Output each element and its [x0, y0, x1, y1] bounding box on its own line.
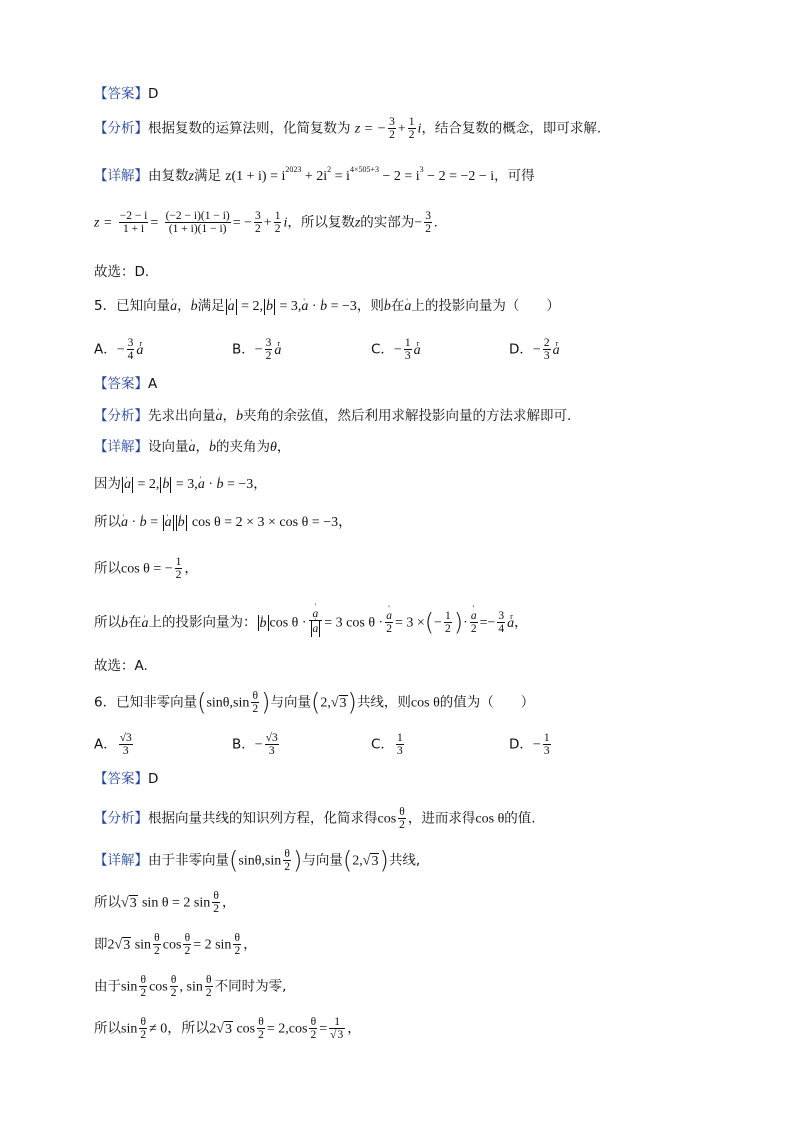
detail-text: 即	[94, 936, 108, 953]
q6-line-4: 所以sin $\frac{\theta}{2}$ ≠ 0，所以2√3 cos $\frac{\theta}{2}$ = 2,cos $\frac{\theta}{2}$ = $\frac{1}{√3}$ ，	[94, 1016, 361, 1041]
detail-text: 由于	[94, 978, 121, 995]
q6-stem: 6．已知非零向量(sinθ,sin $\frac{\theta}{2}$ )与向量(2,√3)共线，则cos θ的值为（ ）	[94, 688, 535, 717]
var-z: z	[188, 169, 194, 184]
q5-dot-line: 所以' a · ' b = ' a' b cos θ = 2 × 3 × cos θ = −3，	[94, 512, 352, 533]
fraction: $\frac{1}{2}$	[408, 116, 415, 141]
q6-answer-line	[94, 769, 158, 789]
fraction: $\frac{(-2 - i)(1 - i)}{(1 + i)(1 - i)}$	[165, 210, 230, 235]
detail-text: 所以	[94, 894, 121, 911]
analysis-tag: 【分析】	[94, 120, 148, 137]
q5-detail-line: 【详解】设向量' a，' b的夹角为θ，	[94, 437, 290, 458]
stem-text: 满足	[197, 298, 225, 314]
q5-analysis-line: 【分析】先求出向量' a，' b夹角的余弦值，然后利用求解投影向量的方法求解即可.	[94, 406, 571, 427]
fraction: $\frac{3}{2}$	[425, 210, 431, 235]
q5-option-b: B．− $\frac{3}{2}$ r a	[232, 337, 281, 362]
q5-option-d: D．− $\frac{2}{3}$ r a	[509, 337, 560, 362]
detail-text: 的实部为	[360, 214, 415, 231]
detail-text: 的夹角为	[216, 439, 270, 455]
detail-tag: 【详解】	[94, 168, 148, 184]
q5-because-line: 因为' a = 2,' b = 3,' a · ' b = −3，	[94, 474, 267, 495]
q4-conclusion: 故选：D.	[94, 264, 150, 280]
analysis-eq: z = −	[354, 121, 387, 137]
fraction: $\frac{3}{2}$	[255, 210, 261, 235]
dot-equation: cos θ = 2 × 3 × cos θ = −3，	[191, 515, 353, 530]
q5-cos-line: 所以cos θ = − $\frac{1}{2}$ ，	[94, 556, 198, 581]
stem-text: 共线，则	[356, 694, 411, 711]
analysis-text: 夹角的余弦值，然后利用求解投影向量的方法求解即可.	[243, 408, 572, 424]
q6-option-c: C． $\frac{1}{3}$	[371, 732, 403, 757]
detail-text: 在	[128, 614, 142, 631]
answer-tag: 【答案】	[94, 86, 148, 102]
analysis-text: 根据向量共线的知识列方程，化简求得	[148, 810, 378, 827]
q6-option-d: D．− $\frac{1}{3}$	[509, 732, 550, 757]
q4-answer-line	[94, 84, 158, 104]
stem-text: 在	[390, 298, 405, 314]
question-number: 5．已知向量	[94, 298, 171, 314]
answer-tag: 【答案】	[94, 771, 148, 787]
detail-text: 由复数	[148, 168, 189, 184]
theta: θ	[270, 440, 277, 455]
detail-text: 不同时为零,	[214, 978, 287, 995]
answer-value: A	[148, 376, 158, 392]
detail-text: ，所以复数	[287, 214, 355, 231]
detail-text: 所以	[94, 560, 121, 577]
detail-text: 所以	[94, 614, 121, 631]
analysis-tag: 【分析】	[94, 408, 148, 424]
stem-text: 的值为（ ）	[439, 694, 535, 711]
detail-text: 设向量	[148, 439, 189, 455]
detail-text: 共线,	[388, 852, 421, 869]
detail-text: 所以	[94, 514, 121, 530]
q5-answer-line	[94, 374, 157, 394]
analysis-text: 的值.	[504, 810, 536, 827]
q6-analysis-line: 【分析】根据向量共线的知识列方程，化简求得cos $\frac{\theta}{2}$ ，进而求得cos θ的值.	[94, 806, 536, 831]
detail-tag: 【详解】	[94, 439, 148, 455]
detail-text: 因为	[94, 476, 121, 492]
detail-text: 上的投影向量为：	[148, 614, 257, 631]
q4-detail-line	[94, 160, 535, 187]
q6-line-2: 即2√3 sin $\frac{\theta}{2}$ cos $\frac{\theta}{2}$ = 2 sin $\frac{\theta}{2}$ ，	[94, 932, 257, 957]
detail-text: 与向量	[302, 852, 343, 869]
detail-equation: $z(1 + i) = i^{2023} + 2i^2 = i^{4\times 505+3} - 2 = i^3 - 2 = -2 - i$	[225, 165, 495, 184]
q4-detail-line-2: z = $\frac{-2 - i}{1 + i}$ = $\frac{(-2 - i)(1 - i)}{(1 + i)(1 - i)}$ = − $\frac{3}{2}$ + $\frac{1}{2}$ i，所以复数z的实部为− $\frac{3}{2}$ .	[94, 210, 438, 235]
fraction: $\frac{1}{2}$	[274, 210, 281, 235]
q6-line-3: 由于sin $\frac{\theta}{2}$ cos $\frac{\theta}{2}$ , sin $\frac{\theta}{2}$ 不同时为零,	[94, 974, 287, 999]
cos-equation: cos θ = −	[121, 561, 173, 577]
detail-tag: 【详解】	[94, 852, 148, 869]
stem-text: ，则	[356, 298, 384, 314]
analysis-text: ，结合复数的概念，即可求解.	[421, 120, 602, 137]
fraction: $\frac{-2 - i}{1 + i}$	[119, 210, 148, 235]
detail-text: 由于非零向量	[148, 852, 229, 869]
q6-detail-line: 【详解】由于非零向量(sinθ,sin $\frac{\theta}{2}$ )与向量(2,√3)共线,	[94, 846, 421, 875]
analysis-text: 根据复数的运算法则，化简复数为	[148, 120, 351, 137]
q5-option-a: A．− $\frac{3}{4}$ r a	[94, 337, 143, 362]
answer-value: D	[148, 771, 159, 787]
detail-text: 所以	[94, 1020, 121, 1037]
question-number: 6．已知非零向量	[94, 694, 198, 711]
q4-analysis-line: 【分析】根据复数的运算法则，化简复数为 z = − $\frac{3}{2}$ + $\frac{1}{2}$ i，结合复数的概念，即可求解.	[94, 116, 602, 141]
q6-option-b: B．− $\frac{√3}{3}$	[232, 732, 278, 757]
q5-stem: 5．已知向量' a，' b满足' a = 2,' b = 3,' a · ' b = −3，则' b在' a上的投影向量为（ ）	[94, 296, 560, 317]
stem-text: 上的投影向量为（ ）	[411, 298, 560, 314]
stem-text: 与向量	[270, 694, 311, 711]
analysis-text: 先求出向量	[148, 408, 216, 424]
q6-line-1: 所以√3 sin θ = 2 sin $\frac{\theta}{2}$ ，	[94, 890, 236, 915]
q6-option-a: A． $\frac{√3}{3}$	[94, 732, 132, 757]
detail-text: 满足	[193, 168, 221, 184]
analysis-text: ，进而求得	[407, 810, 476, 827]
detail-text: ，可得	[494, 168, 535, 184]
q5-conclusion: 故选：A.	[94, 658, 148, 674]
fraction: $\frac{3}{2}$	[389, 116, 395, 141]
q5-projection-line: 所以' b在' a上的投影向量为：' b cos θ · ' a ' a = 3 cos θ · ' $\frac{a}{2}$ = 3 ×(− $\frac{1}{2}$ )· ' $\frac{a}{2}$ =− $\frac{3}{4}$ r a，	[94, 608, 528, 637]
answer-tag: 【答案】	[94, 376, 148, 392]
answer-value: D	[148, 86, 159, 102]
analysis-tag: 【分析】	[94, 810, 148, 827]
eq-z: z =	[94, 215, 113, 231]
q5-option-c: C．− $\frac{1}{3}$ r a	[371, 337, 421, 362]
